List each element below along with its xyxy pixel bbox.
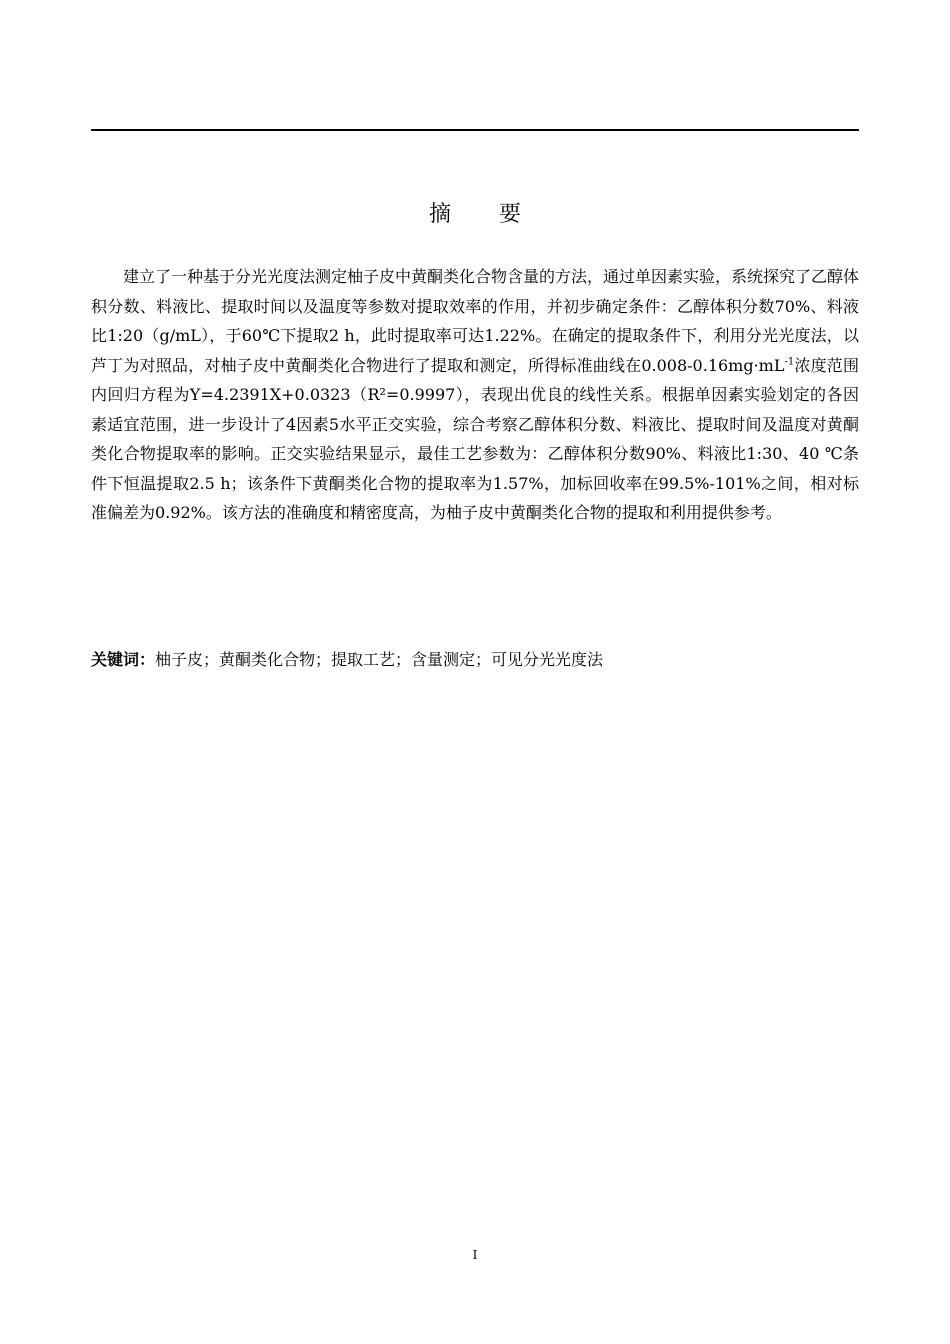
- keywords-label: 关键词：: [91, 650, 156, 669]
- keywords-line: [91, 645, 859, 674]
- abstract-body: [91, 262, 859, 528]
- title-char-2: 要: [499, 202, 522, 227]
- header-rule: [91, 129, 859, 131]
- keywords-text: 柚子皮；黄酮类化合物；提取工艺；含量测定；可见分光光度法: [155, 650, 604, 669]
- abstract-text-part1: 建立了一种基于分光光度法测定柚子皮中黄酮类化合物含量的方法，通过单因素实验，系统探究了乙醇体积分数、料液比、提取时间以及温度等参数对提取效率的作用，并初步确定条件：乙醇体积分数70%、料液比1:20（g/mL），于60℃下提取2 h，此时提取率可达1.22%。在确定的提取条件下，利用分光光度法，以芦丁为对照品，对柚子皮中黄酮类化合物进行了提取和测定，所得标准曲线在0.008-0.16mg·mL: [91, 267, 860, 375]
- unit-superscript: -1: [784, 356, 795, 368]
- title-char-1: 摘: [428, 202, 451, 227]
- abstract-title: [0, 197, 950, 228]
- page-number: I: [472, 1248, 478, 1262]
- abstract-text-part2: 浓度范围内回归方程为Y=4.2391X+0.0323（R²=0.9997），表现出优良的线性关系。根据单因素实验划定的各因素适宜范围，进一步设计了4因素5水平正交实验，综合考察乙醇体积分数、料液比、提取时间及温度对黄酮类化合物提取率的影响。正交实验结果显示，最佳工艺参数为：乙醇体积分数90%、料液比1:30、40 ℃条件下恒温提取2.5 h；该条件下黄酮类化合物的提取率为1.57%，加标回收率在99.5%-101%之间，相对标准偏差为0.92%。该方法的准确度和精密度高，为柚子皮中黄酮类化合物的提取和利用提供参考。: [91, 355, 859, 522]
